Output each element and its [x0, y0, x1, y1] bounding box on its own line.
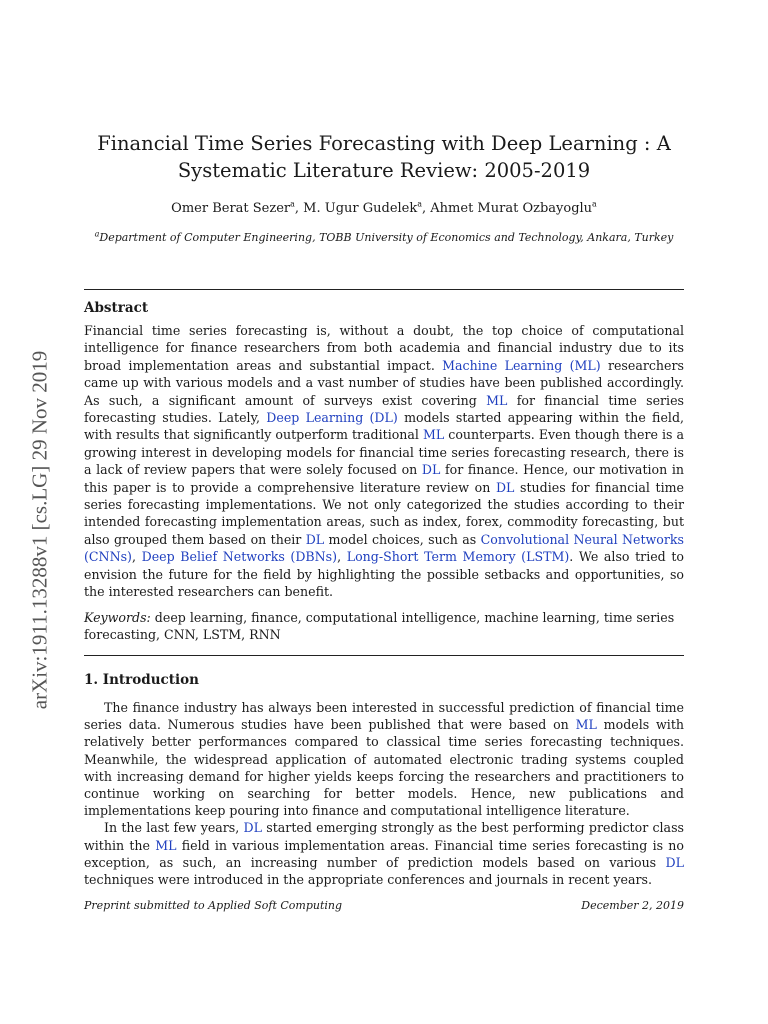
body-text: started emerging strongly as the best performing predictor class within the	[84, 820, 684, 853]
author-list	[84, 201, 684, 216]
keywords	[84, 609, 684, 644]
body-text: field in various implementation areas. Financial time series forecasting is no exception, as such, an increasing number of prediction models based on various	[84, 837, 684, 870]
acronym-link-dl[interactable]: DL	[665, 854, 684, 870]
author-affil-mark: a	[417, 199, 423, 209]
title-line-1: Financial Time Series Forecasting with Deep Learning : A	[97, 132, 671, 155]
paragraph	[84, 819, 684, 888]
abstract-text: researchers came up with various models and a vast number of studies have been published accordingly. As such, a significant amount of surveys exist covering	[84, 357, 684, 408]
body-text: models with relatively better performances compared to classical time series forecasting techniques. Meanwhile, the widespread application of automated electronic trading systems coupled with increasing demand for higher yields keeps forcing the researchers and practitioners to continue working on searching for better models. Hence, new publications and implementations keep pouring into finance and computational intelligence literature.	[84, 717, 685, 819]
arxiv-side-stamp: arXiv:1911.13288v1 [cs.LG] 29 Nov 2019	[27, 350, 52, 710]
abstract-text: Financial time series forecasting is, without a doubt, the top choice of computational intelligence for finance researchers from both academia and financial industry due to its broad implementation areas and substantial impact.	[84, 323, 684, 373]
abstract-text: models started appearing within the field, with results that significantly outperform traditional	[84, 410, 685, 443]
author-name: , Ahmet Murat Ozbayoglu	[422, 201, 593, 216]
body-text: In the last few years,	[104, 820, 244, 836]
abstract-bottom-rule	[84, 655, 684, 656]
keywords-label: Keywords:	[84, 610, 151, 625]
section-heading-introduction: 1. Introduction	[84, 672, 199, 688]
body-text: techniques were introduced in the appropriate conferences and journals in recent years.	[84, 872, 652, 888]
affiliation	[84, 231, 684, 244]
author-affil-mark: a	[290, 199, 295, 209]
acronym-link-ml[interactable]: Machine Learning (ML)	[442, 357, 601, 373]
abstract-text: ,	[337, 549, 347, 565]
body-text: The finance industry has always been interested in successful prediction of financial time series data. Numerous studies have been published that were based on	[84, 700, 684, 733]
acronym-link-lstm[interactable]: Long-Short Term Memory (LSTM)	[346, 549, 570, 565]
abstract-text: counterparts. Even though there is a growing interest in developing models for financial time series forecasting research, there is a lack of review papers that were solely focused on	[84, 427, 684, 478]
author-affil-mark: a	[592, 199, 597, 209]
affiliation-mark: a	[94, 229, 100, 239]
acronym-link-dbn[interactable]: Deep Belief Networks (DBNs)	[141, 549, 338, 565]
affiliation-text: Department of Computer Engineering, TOBB University of Economics and Technology, Ankara, Turkey	[99, 231, 674, 244]
paper-title	[84, 130, 684, 184]
abstract-text: ,	[131, 549, 142, 565]
footer-preprint-note: Preprint submitted to Applied Soft Computing	[84, 899, 343, 912]
acronym-link-dl[interactable]: DL	[305, 531, 325, 547]
introduction-body	[84, 699, 684, 888]
author-name: , M. Ugur Gudelek	[294, 201, 418, 216]
abstract-text: . We also tried to envision the future for the field by highlighting the possible setbacks and opportunities, so the interested researchers can benefit.	[84, 549, 684, 600]
acronym-link-dl[interactable]: DL	[495, 479, 515, 495]
acronym-link-ml[interactable]: ML	[155, 837, 177, 853]
abstract-text: model choices, such as	[324, 531, 481, 547]
acronym-link-ml[interactable]: ML	[486, 392, 508, 408]
keywords-text: deep learning, finance, computational intelligence, machine learning, time series forecasting, CNN, LSTM, RNN	[84, 610, 675, 643]
abstract-text: for finance. Hence, our motivation in this paper is to provide a comprehensive literature review on	[84, 462, 684, 495]
acronym-link-ml[interactable]: ML	[575, 717, 597, 733]
title-line-2: Systematic Literature Review: 2005-2019	[177, 159, 591, 182]
paragraph	[84, 699, 684, 819]
abstract-body	[84, 322, 684, 601]
acronym-link-dl[interactable]: DL	[421, 462, 441, 478]
acronym-link-ml[interactable]: ML	[423, 427, 445, 443]
abstract-heading: Abstract	[84, 300, 149, 316]
acronym-link-cnn[interactable]: Convolutional Neural Networks (CNNs)	[84, 531, 685, 565]
author-name: Omer Berat Sezer	[171, 201, 291, 216]
abstract-text: studies for financial time series forecasting implementations. We not only categorized the studies according to their intended forecasting implementation areas, such as index, forex, commodity forecasting, but also grouped them based on their	[84, 479, 684, 547]
abstract-top-rule	[84, 289, 684, 290]
footer-date: December 2, 2019	[581, 899, 684, 912]
abstract-text: for financial time series forecasting studies. Lately,	[84, 392, 684, 426]
acronym-link-dl[interactable]: DL	[243, 820, 263, 836]
acronym-link-dl[interactable]: Deep Learning (DL)	[266, 410, 398, 426]
